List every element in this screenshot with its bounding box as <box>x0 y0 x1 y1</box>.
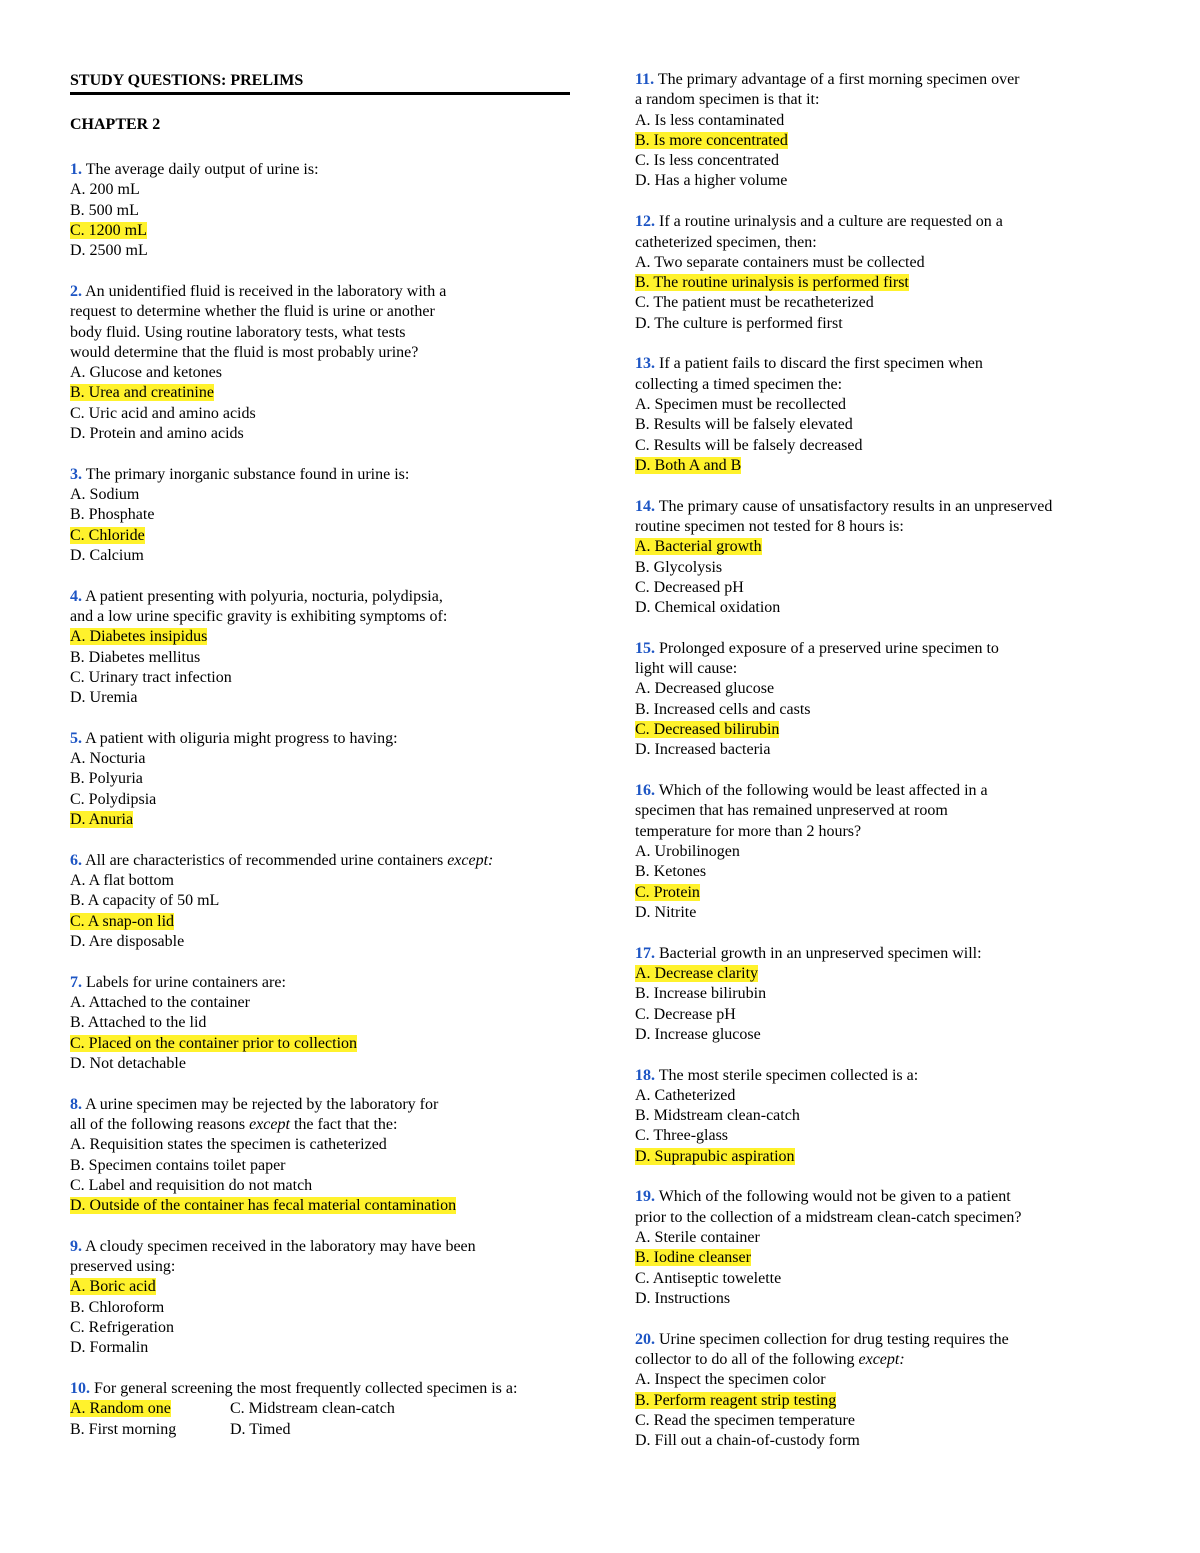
correct-answer-option: C. 1200 mL <box>70 221 147 239</box>
question-stem-line <box>70 1379 570 1399</box>
question-block <box>70 587 570 709</box>
question-block <box>70 729 570 830</box>
question-text: would determine that the fluid is most probably urine? <box>70 343 419 361</box>
answer-option: D. Not detachable <box>70 1054 186 1072</box>
answer-line <box>635 293 1135 313</box>
question-text: and a low urine specific gravity is exhibiting symptoms of: <box>70 607 448 625</box>
answer-option: A. A flat bottom <box>70 872 174 890</box>
answer-option: C. Is less concentrated <box>635 152 779 170</box>
answer-option: D. Timed <box>230 1420 291 1438</box>
question-emphasis: except: <box>447 851 494 869</box>
answer-line <box>70 627 570 647</box>
answer-cell <box>70 1420 230 1440</box>
answer-line <box>635 314 1135 334</box>
question-stem-line <box>635 944 1135 964</box>
answer-line <box>70 1277 570 1297</box>
title-rule <box>70 92 570 95</box>
answer-option: B. Glycolysis <box>635 558 723 576</box>
question-block <box>70 160 570 261</box>
answer-line <box>70 1135 570 1155</box>
answer-line <box>635 131 1135 151</box>
answer-line <box>635 1289 1135 1309</box>
answer-option: A. Sterile container <box>635 1229 760 1247</box>
answer-line <box>70 912 570 932</box>
correct-answer-option: A. Decrease clarity <box>635 964 759 982</box>
answer-line <box>635 679 1135 699</box>
question-number: 19. <box>635 1188 655 1206</box>
answer-line <box>70 668 570 688</box>
question-stem-line <box>635 212 1135 232</box>
answer-line <box>635 883 1135 903</box>
question-stem-line <box>635 659 1135 679</box>
answer-option: C. Decrease pH <box>635 1005 736 1023</box>
answer-line <box>70 505 570 525</box>
correct-answer-option: B. Is more concentrated <box>635 131 788 149</box>
answer-line <box>635 720 1135 740</box>
answer-option: D. Uremia <box>70 689 138 707</box>
answer-line <box>635 171 1135 191</box>
answer-line <box>70 404 570 424</box>
answer-line <box>70 1156 570 1176</box>
question-text: Which of the following would not be given to a patient <box>658 1188 1011 1206</box>
answer-line <box>70 749 570 769</box>
question-stem-line <box>635 781 1135 801</box>
question-number: 12. <box>635 213 655 231</box>
answer-option: B. Midstream clean-catch <box>635 1107 800 1125</box>
question-text: The primary inorganic substance found in urine is: <box>85 465 410 483</box>
question-number: 5. <box>70 729 82 747</box>
answer-line <box>635 1025 1135 1045</box>
question-stem-line <box>70 607 570 627</box>
question-block <box>635 70 1135 192</box>
right-column <box>635 70 1135 1472</box>
answer-option: B. Chloroform <box>70 1298 165 1316</box>
answer-line <box>635 903 1135 923</box>
question-text: Bacterial growth in an unpreserved specimen will: <box>659 944 982 962</box>
question-stem-line <box>70 465 570 485</box>
answer-option: B. Results will be falsely elevated <box>635 416 853 434</box>
question-text: the fact that the: <box>293 1115 398 1133</box>
answer-option: D. Fill out a chain-of-custody form <box>635 1432 860 1450</box>
correct-answer-option: D. Anuria <box>70 811 134 829</box>
question-stem-line <box>635 233 1135 253</box>
question-stem-line <box>70 973 570 993</box>
answer-line <box>635 1391 1135 1411</box>
question-text: Which of the following would be least affected in a <box>658 782 988 800</box>
answer-line <box>70 221 570 241</box>
answer-option: C. Read the specimen temperature <box>635 1411 855 1429</box>
question-number: 2. <box>70 282 82 300</box>
answer-option: A. Two separate containers must be collected <box>635 253 925 271</box>
answer-line <box>70 485 570 505</box>
answer-line <box>635 1126 1135 1146</box>
answer-cell <box>230 1399 395 1419</box>
answer-option: B. Increased cells and casts <box>635 700 811 718</box>
answer-line <box>70 546 570 566</box>
answer-option: D. Formalin <box>70 1339 149 1357</box>
question-stem-line <box>635 354 1135 374</box>
answer-option: D. Calcium <box>70 546 144 564</box>
question-stem-line <box>70 343 570 363</box>
question-number: 16. <box>635 782 655 800</box>
question-emphasis: except <box>249 1115 290 1133</box>
answer-option: B. Ketones <box>635 863 707 881</box>
question-text: all of the following reasons <box>70 1115 246 1133</box>
answer-option: A. Urobilinogen <box>635 842 740 860</box>
question-block <box>70 465 570 566</box>
answer-option: B. Diabetes mellitus <box>70 648 201 666</box>
answer-line <box>635 1431 1135 1451</box>
question-text: preserved using: <box>70 1258 176 1276</box>
answer-line <box>70 688 570 708</box>
question-stem-line <box>70 1257 570 1277</box>
correct-answer-option: C. A snap-on lid <box>70 912 175 930</box>
question-text: The primary cause of unsatisfactory results in an unpreserved <box>658 497 1053 515</box>
answer-line <box>70 769 570 789</box>
correct-answer-option: D. Both A and B <box>635 456 742 474</box>
question-block <box>70 1095 570 1217</box>
question-block <box>635 1066 1135 1167</box>
answer-option: D. Has a higher volume <box>635 172 788 190</box>
answer-line <box>70 1298 570 1318</box>
question-stem-line <box>635 70 1135 90</box>
answer-line <box>635 1086 1135 1106</box>
question-stem-line <box>635 1066 1135 1086</box>
answer-row <box>70 1399 570 1419</box>
correct-answer-option: A. Boric acid <box>70 1278 156 1296</box>
answer-option: D. Protein and amino acids <box>70 425 244 442</box>
answer-line <box>635 578 1135 598</box>
answer-line <box>635 862 1135 882</box>
answer-line <box>635 740 1135 760</box>
question-text: All are characteristics of recommended urine containers <box>85 851 444 869</box>
question-text: catheterized specimen, then: <box>635 233 817 251</box>
question-number: 9. <box>70 1237 82 1255</box>
answer-line <box>635 395 1135 415</box>
answer-option: D. Nitrite <box>635 903 697 921</box>
answer-line <box>635 436 1135 456</box>
correct-answer-option: B. The routine urinalysis is performed first <box>635 274 909 292</box>
answer-line <box>635 964 1135 984</box>
question-stem-line <box>635 517 1135 537</box>
question-stem-line <box>70 160 570 180</box>
question-emphasis: except: <box>858 1350 905 1368</box>
question-stem-line <box>635 822 1135 842</box>
question-text: request to determine whether the fluid is urine or another <box>70 303 435 321</box>
question-stem-line <box>70 1115 570 1135</box>
answer-line <box>635 984 1135 1004</box>
question-text: Urine specimen collection for drug testing requires the <box>659 1330 1009 1348</box>
answer-line <box>70 648 570 668</box>
answer-option: A. Attached to the container <box>70 994 250 1012</box>
correct-answer-option: A. Diabetes insipidus <box>70 628 208 646</box>
answer-cell <box>70 1399 230 1419</box>
answer-option: D. Increased bacteria <box>635 741 771 759</box>
question-number: 7. <box>70 973 82 991</box>
question-stem-line <box>70 1095 570 1115</box>
answer-line <box>635 1248 1135 1268</box>
answer-option: D. 2500 mL <box>70 242 148 260</box>
question-text: A cloudy specimen received in the laboratory may have been <box>85 1237 476 1255</box>
question-text: collecting a timed specimen the: <box>635 375 843 393</box>
question-block <box>635 1187 1135 1309</box>
question-block <box>635 1330 1135 1452</box>
answer-option: A. Decreased glucose <box>635 680 775 698</box>
question-text: For general screening the most frequently collected specimen is a: <box>94 1380 518 1398</box>
correct-answer-option: D. Outside of the container has fecal material contamination <box>70 1197 457 1215</box>
answer-option: D. Are disposable <box>70 932 185 950</box>
left-column <box>70 70 570 1460</box>
question-block <box>70 973 570 1074</box>
answer-line <box>70 891 570 911</box>
answer-option: B. A capacity of 50 mL <box>70 892 220 910</box>
correct-answer-option: C. Decreased bilirubin <box>635 721 780 739</box>
answer-option: C. Decreased pH <box>635 578 744 596</box>
question-text: Prolonged exposure of a preserved urine specimen to <box>659 639 999 657</box>
answer-line <box>70 180 570 200</box>
answer-option: C. Urinary tract infection <box>70 668 232 686</box>
answer-line <box>635 456 1135 476</box>
question-number: 18. <box>635 1066 655 1084</box>
chapter-heading: CHAPTER 2 <box>70 116 161 133</box>
answer-option: C. Uric acid and amino acids <box>70 404 256 422</box>
left-question-list <box>70 160 570 1440</box>
question-stem-line <box>70 851 570 871</box>
answer-option: A. 200 mL <box>70 181 140 199</box>
answer-option: A. Nocturia <box>70 750 146 768</box>
answer-option: C. Antiseptic towelette <box>635 1269 782 1287</box>
answer-line <box>635 1106 1135 1126</box>
question-stem-line <box>635 801 1135 821</box>
answer-line <box>635 415 1135 435</box>
answer-option: B. Phosphate <box>70 506 155 524</box>
question-text: Labels for urine containers are: <box>86 973 286 991</box>
question-text: An unidentified fluid is received in the laboratory with a <box>85 282 447 300</box>
question-number: 14. <box>635 497 655 515</box>
question-number: 17. <box>635 944 655 962</box>
answer-option: C. Results will be falsely decreased <box>635 436 863 454</box>
answer-line <box>635 1005 1135 1025</box>
answer-option: A. Catheterized <box>635 1086 736 1104</box>
answer-option: B. Attached to the lid <box>70 1014 207 1032</box>
answer-option: B. First morning <box>70 1420 177 1438</box>
answer-option: A. Inspect the specimen color <box>635 1371 826 1389</box>
answer-option: A. Is less contaminated <box>635 111 785 129</box>
question-block <box>70 851 570 952</box>
answer-line <box>635 1370 1135 1390</box>
correct-answer-option: C. Protein <box>635 883 700 901</box>
question-text: The most sterile specimen collected is a: <box>658 1066 919 1084</box>
answer-line <box>635 1147 1135 1167</box>
answer-line <box>635 1269 1135 1289</box>
question-text: If a patient fails to discard the first specimen when <box>659 355 983 373</box>
answer-option: C. The patient must be recatheterized <box>635 294 874 312</box>
answer-line <box>70 1176 570 1196</box>
answer-line <box>635 598 1135 618</box>
answer-option: D. Increase glucose <box>635 1025 761 1043</box>
right-question-list <box>635 70 1135 1451</box>
question-text: temperature for more than 2 hours? <box>635 822 862 840</box>
correct-answer-option: B. Perform reagent strip testing <box>635 1391 837 1409</box>
question-number: 4. <box>70 587 82 605</box>
question-block <box>635 781 1135 923</box>
question-stem-line <box>70 587 570 607</box>
answer-line <box>635 842 1135 862</box>
question-text: a random specimen is that it: <box>635 91 820 109</box>
question-block <box>635 354 1135 476</box>
answer-option: C. Refrigeration <box>70 1319 174 1337</box>
question-number: 6. <box>70 851 82 869</box>
answer-line <box>635 1228 1135 1248</box>
answer-line <box>635 151 1135 171</box>
question-text: The primary advantage of a first morning specimen over <box>657 71 1020 88</box>
answer-option: A. Specimen must be recollected <box>635 396 847 414</box>
answer-line <box>70 201 570 221</box>
question-stem-line <box>70 323 570 343</box>
answer-cell <box>230 1420 390 1440</box>
question-stem-line <box>635 1208 1135 1228</box>
answer-line <box>70 810 570 830</box>
answer-line <box>635 1411 1135 1431</box>
question-text: If a routine urinalysis and a culture are requested on a <box>659 213 1003 231</box>
answer-option: C. Three-glass <box>635 1127 729 1145</box>
answer-option: C. Label and requisition do not match <box>70 1176 313 1194</box>
question-stem-line <box>635 497 1135 517</box>
question-text: specimen that has remained unpreserved at room <box>635 802 948 820</box>
correct-answer-option: A. Random one <box>70 1400 171 1418</box>
answer-line <box>635 700 1135 720</box>
answer-line <box>635 558 1135 578</box>
question-number: 10. <box>70 1380 90 1398</box>
question-text: collector to do all of the following <box>635 1350 855 1368</box>
question-text: The average daily output of urine is: <box>85 161 319 178</box>
answer-line <box>70 383 570 403</box>
answer-line <box>70 526 570 546</box>
question-number: 13. <box>635 355 655 373</box>
document-title: STUDY QUESTIONS: PRELIMS <box>70 72 304 89</box>
question-number: 3. <box>70 465 82 483</box>
question-block <box>635 944 1135 1045</box>
correct-answer-option: B. Urea and creatinine <box>70 384 214 402</box>
answer-option: B. 500 mL <box>70 201 139 219</box>
answer-option: C. Polydipsia <box>70 790 157 808</box>
question-stem-line <box>635 1330 1135 1350</box>
question-number: 20. <box>635 1330 655 1348</box>
question-stem-line <box>70 282 570 302</box>
answer-option: B. Increase bilirubin <box>635 985 767 1003</box>
question-block <box>70 282 570 444</box>
answer-option: D. Chemical oxidation <box>635 599 781 617</box>
answer-line <box>70 790 570 810</box>
answer-option: B. Polyuria <box>70 770 143 788</box>
question-number: 15. <box>635 639 655 657</box>
question-number: 1. <box>70 161 82 178</box>
answer-option: A. Requisition states the specimen is catheterized <box>70 1136 387 1154</box>
answer-line <box>635 111 1135 131</box>
question-stem-line <box>70 729 570 749</box>
question-text: prior to the collection of a midstream clean-catch specimen? <box>635 1208 1022 1226</box>
question-text: A patient with oliguria might progress to having: <box>85 729 398 747</box>
answer-line <box>70 363 570 383</box>
correct-answer-option: C. Chloride <box>70 526 145 544</box>
question-block <box>635 639 1135 761</box>
question-text: A urine specimen may be rejected by the laboratory for <box>85 1095 439 1113</box>
question-block <box>635 212 1135 334</box>
question-stem-line <box>635 90 1135 110</box>
answer-line <box>70 1013 570 1033</box>
answer-option: D. The culture is performed first <box>635 314 843 332</box>
answer-option: A. Sodium <box>70 486 140 504</box>
correct-answer-option: D. Suprapubic aspiration <box>635 1147 795 1165</box>
correct-answer-option: C. Placed on the container prior to collection <box>70 1034 358 1052</box>
question-stem-line <box>635 375 1135 395</box>
question-stem-line <box>70 302 570 322</box>
question-stem-line <box>635 1350 1135 1370</box>
question-stem-line <box>70 1237 570 1257</box>
answer-line <box>70 1318 570 1338</box>
question-number: 8. <box>70 1095 82 1113</box>
answer-line <box>70 871 570 891</box>
question-text: light will cause: <box>635 660 738 678</box>
answer-line <box>635 253 1135 273</box>
answer-line <box>635 537 1135 557</box>
question-text: body fluid. Using routine laboratory tests, what tests <box>70 323 406 341</box>
answer-row <box>70 1420 570 1440</box>
answer-option: A. Glucose and ketones <box>70 364 222 382</box>
question-text: A patient presenting with polyuria, nocturia, polydipsia, <box>85 587 443 605</box>
correct-answer-option: A. Bacterial growth <box>635 538 762 556</box>
question-text: routine specimen not tested for 8 hours is: <box>635 517 904 535</box>
answer-line <box>70 1054 570 1074</box>
answer-option: B. Specimen contains toilet paper <box>70 1156 286 1174</box>
question-stem-line <box>635 639 1135 659</box>
answer-line <box>635 273 1135 293</box>
answer-option: D. Instructions <box>635 1289 731 1307</box>
answer-line <box>70 1196 570 1216</box>
question-stem-line <box>635 1187 1135 1207</box>
question-block <box>70 1379 570 1440</box>
answer-line <box>70 1034 570 1054</box>
answer-line <box>70 241 570 261</box>
question-block <box>70 1237 570 1359</box>
answer-line <box>70 932 570 952</box>
question-block <box>635 497 1135 619</box>
answer-option: C. Midstream clean-catch <box>230 1400 395 1418</box>
answer-line <box>70 1338 570 1358</box>
correct-answer-option: B. Iodine cleanser <box>635 1249 751 1267</box>
answer-line <box>70 424 570 444</box>
question-number: 11. <box>635 71 655 88</box>
answer-line <box>70 993 570 1013</box>
